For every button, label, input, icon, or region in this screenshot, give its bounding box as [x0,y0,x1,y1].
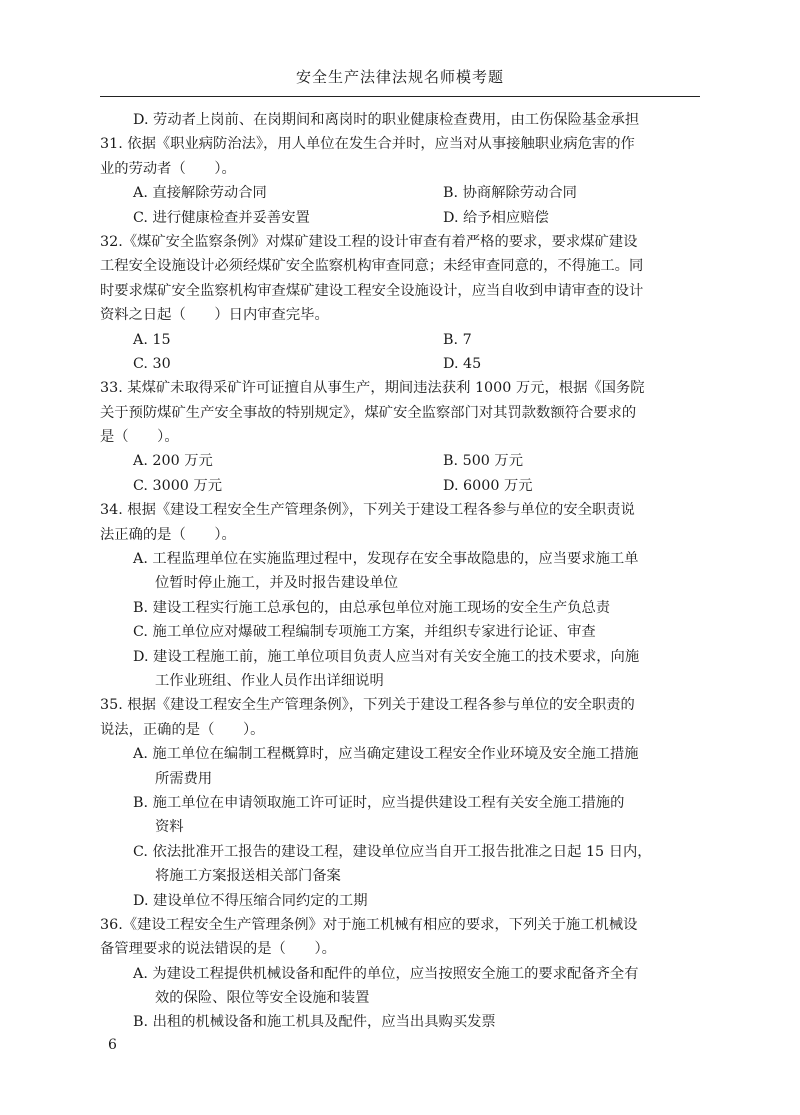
option-line: D. 劳动者上岗前、在岗期间和离岗时的职业健康检查费用，由工伤保险基金承担 [133,112,640,128]
page-header-title: 安全生产法律法规名师模考题 [295,68,504,86]
option-a-continued: 位暂时停止施工，并及时报告建设单位 [155,575,399,592]
option-c: C. 施工单位应对爆破工程编制专项施工方案，并组织专家进行论证、审查 [133,624,596,641]
option-d: D. 建设工程施工前，施工单位项目负责人应当对有关安全施工的技术要求，向施 [133,648,640,665]
option-c-continued: 将施工方案报送相关部门备案 [155,868,341,885]
option-b: B. 500 万元 [443,453,524,470]
option-a: A. 工程监理单位在实施监理过程中，发现存在安全事故隐患的，应当要求施工单 [133,551,639,568]
option-a: A. 施工单位在编制工程概算时，应当确定建设工程安全作业环境及安全施工措施 [133,746,639,763]
question-36-stem: 36.《建设工程安全生产管理条例》对于施工机械有相应的要求，下列关于施工机械设 [100,916,638,933]
option-b-continued: 资料 [155,819,184,836]
question-list [100,108,700,1035]
option-b: B. 协商解除劳动合同 [443,185,577,202]
option-b: B. 出租的机械设备和施工机具及配件，应当出具购买发票 [133,1014,496,1031]
question-32-stem: 时要求煤矿安全监察机构审查煤矿建设工程安全设施设计，应当自收到申请审查的设计 [100,282,644,299]
option-c: C. 进行健康检查并妥善安置 [133,209,310,226]
question-32-options-row [100,328,700,352]
option-b: B. 建设工程实行施工总承包的，由总承包单位对施工现场的安全生产负总责 [133,599,611,616]
question-31-stem: 31. 依据《职业病防治法》，用人单位在发生合并时，应当对从事接触职业病危害的作 [100,136,635,153]
question-33-stem: 关于预防煤矿生产安全事故的特别规定》，煤矿安全监察部门对其罚款数额符合要求的 [100,404,637,421]
option-a: A. 15 [133,331,171,348]
question-32-stem: 32.《煤矿安全监察条例》对煤矿建设工程的设计审查有着严格的要求，要求煤矿建设 [100,233,638,250]
option-d: D. 45 [443,355,482,372]
question-31-options-row [100,206,700,230]
option-b: B. 7 [443,331,472,348]
question-32-stem: 工程安全设施设计必须经煤矿安全监察机构审查同意；未经审查同意的，不得施工。同 [100,258,644,275]
option-a: A. 直接解除劳动合同 [133,185,267,202]
header-divider [100,96,700,97]
question-36-stem: 备管理要求的说法错误的是（ ）。 [100,941,336,958]
option-a-continued: 所需费用 [155,770,213,787]
question-31-stem: 业的劳动者（ ）。 [100,160,236,177]
option-d: D. 6000 万元 [443,477,533,494]
question-32-options-row [100,352,700,376]
option-b: B. 施工单位在申请领取施工许可证时，应当提供建设工程有关安全施工措施的 [133,794,625,811]
question-33-options-row [100,474,700,498]
question-32-stem: 资料之日起（ ）日内审查完毕。 [100,307,329,324]
option-d: D. 建设单位不得压缩合同约定的工期 [133,892,368,909]
question-34-stem: 法正确的是（ ）。 [100,526,236,543]
option-c: C. 3000 万元 [133,477,223,494]
option-a: A. 为建设工程提供机械设备和配件的单位，应当按照安全施工的要求配备齐全有 [133,965,639,982]
question-31-options-row [100,181,700,205]
option-c: C. 依法批准开工报告的建设工程，建设单位应当自开工报告批准之日起 15 日内， [133,843,652,860]
option-d: D. 给予相应赔偿 [443,209,549,226]
question-35-stem: 说法，正确的是（ ）。 [100,721,265,738]
question-33-options-row [100,449,700,473]
option-d-continued: 工作业班组、作业人员作出详细说明 [155,672,384,689]
option-a: A. 200 万元 [133,453,213,470]
option-c: C. 30 [133,355,171,372]
page-number: 6 [108,1037,117,1053]
option-a-continued: 效的保险、限位等安全设施和装置 [155,990,370,1007]
question-34-stem: 34. 根据《建设工程安全生产管理条例》，下列关于建设工程各参与单位的安全职责说 [100,502,635,519]
question-35-stem: 35. 根据《建设工程安全生产管理条例》，下列关于建设工程各参与单位的安全职责的 [100,697,635,714]
question-33-stem: 是（ ）。 [100,429,179,446]
question-33-stem: 33. 某煤矿未取得采矿许可证擅自从事生产，期间违法获利 1000 万元，根据《国务院 [100,380,645,397]
